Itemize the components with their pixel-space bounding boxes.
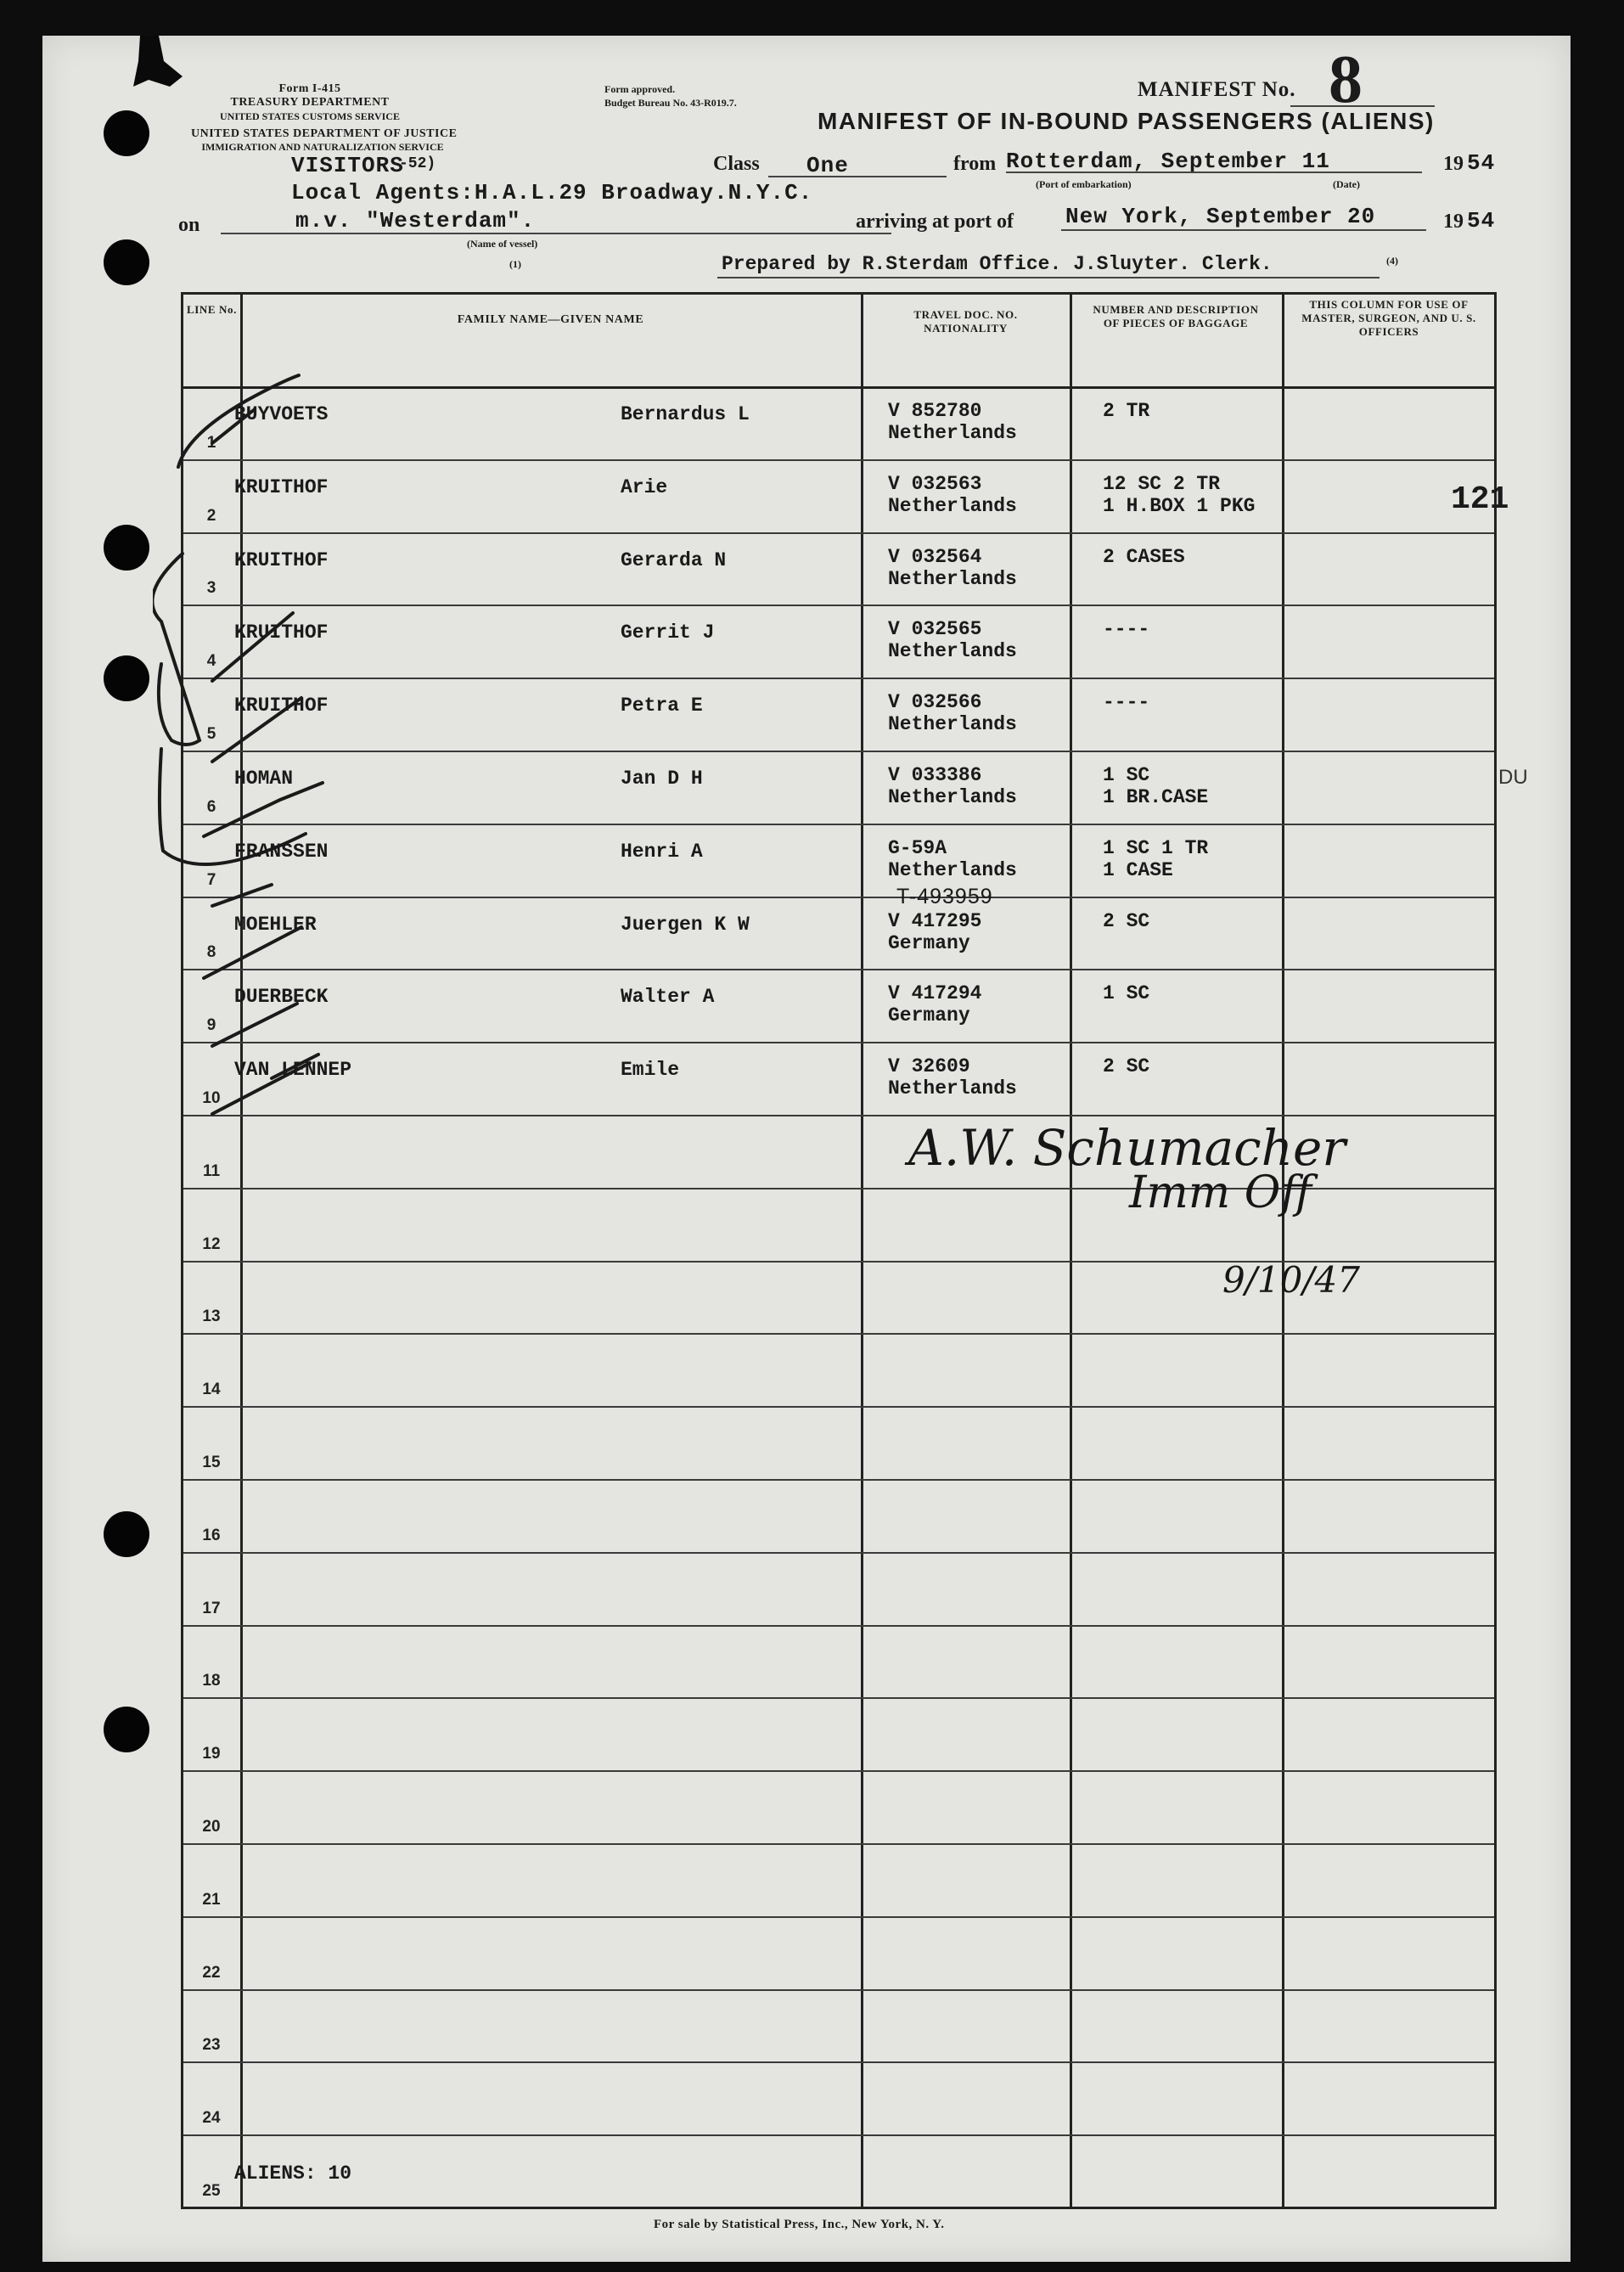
travel-doc-number: V 032565 <box>888 618 982 641</box>
punch-hole <box>104 525 149 571</box>
baggage-line-1: ---- <box>1103 618 1150 641</box>
nationality: Netherlands <box>888 422 1017 444</box>
passenger-given-name: Bernardus L <box>621 403 750 425</box>
manifest-page <box>42 36 1571 2262</box>
year-value: 54 <box>1467 150 1496 176</box>
arrive-year-label: 19 <box>1443 211 1464 233</box>
from-label: from <box>953 153 997 175</box>
check-marks <box>153 341 374 1131</box>
manifest-label: MANIFEST No. <box>1138 78 1296 101</box>
nationality: Netherlands <box>888 713 1017 736</box>
col-header-baggage: NUMBER AND DESCRIPTION OF PIECES OF BAGGAGE <box>1093 303 1259 329</box>
col-header-name: FAMILY NAME—GIVEN NAME <box>457 313 644 326</box>
row-divider <box>183 678 1494 679</box>
caption-4: (4) <box>1386 255 1398 267</box>
vessel-value: m.v. "Westerdam". <box>295 208 536 233</box>
baggage-line-1: 2 SC <box>1103 909 1150 932</box>
passenger-family-name: KRUITHOF <box>234 475 329 498</box>
line-number: 6 <box>206 797 216 816</box>
line-number: 7 <box>206 870 216 889</box>
passenger-family-name: BUYVOETS <box>234 403 329 425</box>
extra-doc-note: T-493959 <box>896 885 993 908</box>
punch-hole <box>104 239 149 285</box>
row-divider <box>183 1333 1494 1335</box>
punch-hole <box>104 655 149 701</box>
travel-doc-number: V 417294 <box>888 982 982 1005</box>
port-embark-caption: (Port of embarkation) <box>1036 178 1132 190</box>
passenger-given-name: Walter A <box>621 986 715 1009</box>
baggage-line-1: 2 TR <box>1103 400 1150 422</box>
row-divider <box>183 897 1494 898</box>
line-number: 18 <box>202 1672 221 1690</box>
passenger-family-name: FRANSSEN <box>234 840 329 863</box>
line-number: 12 <box>202 1234 221 1253</box>
row-divider <box>183 605 1494 606</box>
passenger-given-name: Gerrit J <box>621 621 715 644</box>
line-number: 14 <box>202 1381 221 1399</box>
baggage-line-1: 2 SC <box>1103 1055 1150 1078</box>
row-divider <box>183 824 1494 825</box>
vessel-line <box>221 233 891 234</box>
line-number: 20 <box>202 1818 221 1836</box>
baggage-line-1: 1 SC <box>1103 764 1150 786</box>
travel-doc-number: V 32609 <box>888 1055 970 1078</box>
passenger-given-name: Juergen K W <box>621 913 750 936</box>
nationality: Germany <box>888 931 970 954</box>
travel-doc-number: V 417295 <box>888 909 982 932</box>
line-number: 8 <box>206 943 216 962</box>
line-number: 19 <box>202 1745 221 1763</box>
arrive-year-value: 54 <box>1467 208 1496 233</box>
arriving-label: arriving at port of <box>856 211 1014 233</box>
nationality: Netherlands <box>888 494 1017 517</box>
row-divider <box>183 2134 1494 2136</box>
arriving-line <box>1061 229 1426 231</box>
signature-1-text: A.W. Schumacher <box>908 1119 1346 1177</box>
nationality: Netherlands <box>888 567 1017 590</box>
immigration-label: IMMIGRATION AND NATURALIZATION SERVICE <box>201 141 444 153</box>
header-divider <box>183 386 1494 389</box>
nationality: Netherlands <box>888 640 1017 663</box>
date-mark-text: 9/10/47 <box>1222 1259 1360 1301</box>
line-number: 2 <box>206 506 216 525</box>
line-number: 9 <box>206 1016 216 1035</box>
vessel-caption: (Name of vessel) <box>467 238 538 250</box>
row-divider <box>183 532 1494 534</box>
date-caption: (Date) <box>1333 178 1360 190</box>
footer-publisher: For sale by Statistical Press, Inc., New York, N. Y. <box>654 2218 945 2231</box>
line-number: 3 <box>206 579 216 598</box>
nationality: Germany <box>888 1004 970 1027</box>
travel-doc-number: G-59A <box>888 836 947 859</box>
row-divider <box>183 1552 1494 1554</box>
travel-doc-number: V 852780 <box>888 400 982 422</box>
line-number: 25 <box>202 2182 221 2200</box>
baggage-line-1: ---- <box>1103 691 1150 714</box>
line-number: 22 <box>202 1963 221 1982</box>
nationality: Netherlands <box>888 858 1017 881</box>
from-line <box>1006 172 1422 173</box>
local-agents: Local Agents:H.A.L.29 Broadway.N.Y.C. <box>291 180 813 205</box>
row-divider <box>183 2061 1494 2063</box>
row-divider <box>183 1406 1494 1408</box>
row-divider <box>183 459 1494 461</box>
line-number: 16 <box>202 1526 221 1544</box>
row-divider <box>183 1916 1494 1918</box>
travel-doc-number: V 033386 <box>888 764 982 786</box>
baggage-line-1: 1 SC <box>1103 982 1150 1005</box>
row-divider <box>183 1770 1494 1772</box>
form-number: Form I-415 <box>278 82 341 95</box>
form-approved: Form approved. <box>604 83 676 95</box>
passenger-family-name: KRUITHOF <box>234 621 329 644</box>
class-label: Class <box>713 153 760 175</box>
row-divider <box>183 751 1494 752</box>
line-number: 10 <box>202 1089 221 1107</box>
line-number: 21 <box>202 1890 221 1909</box>
year-label: 19 <box>1443 153 1464 175</box>
line-number: 11 <box>202 1161 221 1180</box>
passenger-given-name: Henri A <box>621 840 703 863</box>
aliens-total: ALIENS: 10 <box>234 2162 352 2185</box>
row-divider <box>183 1843 1494 1845</box>
row-divider <box>183 1697 1494 1699</box>
margin-mark: DU <box>1498 766 1528 789</box>
row-divider <box>183 969 1494 970</box>
treasury-label: TREASURY DEPARTMENT <box>230 96 390 109</box>
passenger-family-name: KRUITHOF <box>234 548 329 571</box>
row-divider <box>183 1479 1494 1481</box>
passenger-given-name: Arie <box>621 475 668 498</box>
punch-hole <box>104 110 149 156</box>
passenger-family-name: HOMAN <box>234 768 294 790</box>
caption-1: (1) <box>509 258 521 270</box>
baggage-line-1: 1 SC 1 TR <box>1103 836 1209 859</box>
manifest-number-line <box>1290 105 1435 107</box>
line-number: 15 <box>202 1454 221 1471</box>
passenger-family-name: VAN LENNEP <box>234 1059 352 1082</box>
visitors-suffix: -52) <box>399 155 436 172</box>
document-title: MANIFEST OF IN-BOUND PASSENGERS (ALIENS) <box>818 108 1435 134</box>
passenger-family-name: MOEHLER <box>234 913 317 936</box>
passenger-given-name: Jan D H <box>621 768 703 790</box>
budget-bureau: Budget Bureau No. 43-R019.7. <box>604 97 737 109</box>
col-header-official: THIS COLUMN FOR USE OF MASTER, SURGEON, AND U. S. OFFICERS <box>1301 298 1476 338</box>
passenger-given-name: Emile <box>621 1059 680 1082</box>
col-header-line: LINE No. <box>187 303 237 316</box>
nationality: Netherlands <box>888 1077 1017 1100</box>
baggage-line-1: 12 SC 2 TR <box>1103 472 1221 495</box>
line-number: 23 <box>202 2036 221 2055</box>
baggage-line-1: 2 CASES <box>1103 545 1185 568</box>
col-header-doc: TRAVEL DOC. NO. NATIONALITY <box>913 308 1018 335</box>
row-divider <box>183 1042 1494 1043</box>
signature-2-text: Imm Off <box>1129 1167 1312 1218</box>
punch-hole <box>104 1707 149 1752</box>
passenger-given-name: Gerarda N <box>621 548 727 571</box>
row-divider <box>183 1989 1494 1991</box>
line-number: 5 <box>206 725 216 743</box>
class-value: One <box>806 153 849 178</box>
baggage-line-2: 1 CASE <box>1103 858 1173 881</box>
passenger-given-name: Petra E <box>621 695 703 717</box>
line-number: 17 <box>202 1599 221 1617</box>
punch-hole <box>104 1511 149 1557</box>
row-divider <box>183 1625 1494 1627</box>
inspector-signature <box>832 1088 1443 1301</box>
travel-doc-number: V 032564 <box>888 545 982 568</box>
class-line <box>768 176 947 177</box>
arriving-value: New York, September 20 <box>1065 204 1376 229</box>
visitors-label: VISITORS <box>291 153 404 178</box>
prepared-by: Prepared by R.Sterdam Office. J.Sluyter. Clerk. <box>722 253 1273 275</box>
line-number: 13 <box>202 1308 221 1326</box>
line-number: 4 <box>206 652 216 671</box>
from-value: Rotterdam, September 11 <box>1006 149 1330 174</box>
passenger-family-name: DUERBECK <box>234 986 329 1009</box>
manifest-number: 8 <box>1329 42 1363 117</box>
line-number: 1 <box>206 433 216 452</box>
travel-doc-number: V 032563 <box>888 472 982 495</box>
nationality: Netherlands <box>888 786 1017 808</box>
line-number: 24 <box>202 2109 221 2128</box>
baggage-line-2: 1 BR.CASE <box>1103 786 1209 808</box>
baggage-line-2: 1 H.BOX 1 PKG <box>1103 494 1256 517</box>
prepared-line <box>717 277 1380 278</box>
travel-doc-number: V 032566 <box>888 691 982 714</box>
torn-corner-mark <box>123 36 191 104</box>
customs-label: UNITED STATES CUSTOMS SERVICE <box>220 110 400 122</box>
passenger-family-name: KRUITHOF <box>234 695 329 717</box>
official-number: 121 <box>1451 481 1509 518</box>
justice-label: UNITED STATES DEPARTMENT OF JUSTICE <box>191 127 458 140</box>
on-label: on <box>178 214 200 236</box>
